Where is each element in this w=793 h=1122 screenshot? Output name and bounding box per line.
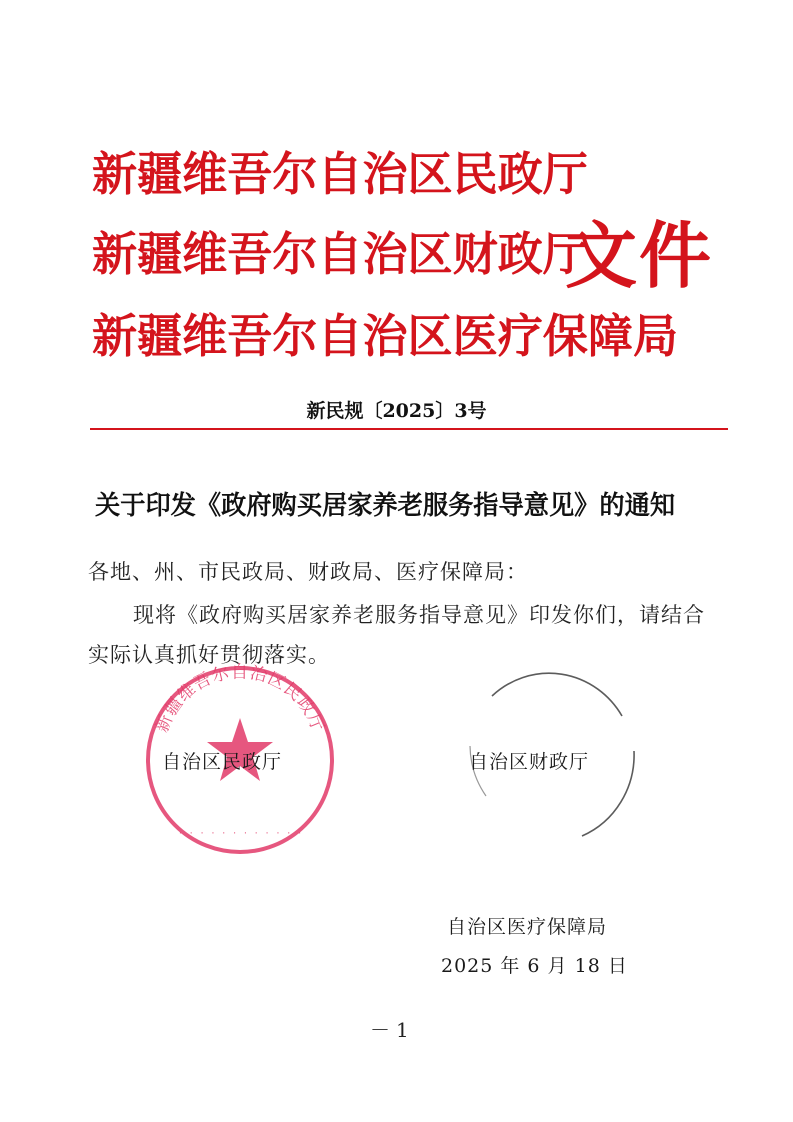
red-divider-line xyxy=(90,428,728,430)
body-paragraph-line-1: 现将《政府购买居家养老服务指导意见》印发你们，请结合 xyxy=(133,603,705,627)
body-paragraph-line-2: 实际认真抓好贯彻落实。 xyxy=(88,643,330,667)
signature-finance: 自治区财政厅 xyxy=(469,751,590,773)
issuer-medical-security: 新疆维吾尔自治区医疗保障局 xyxy=(92,309,679,363)
issuer-finance: 新疆维吾尔自治区财政厅 xyxy=(92,227,588,281)
document-type-label: 文件 xyxy=(565,214,714,298)
signature-date: 2025 年 6 月 18 日 xyxy=(441,955,628,977)
signature-civil-affairs: 自治区民政厅 xyxy=(162,751,283,773)
svg-text:· · · · · · · · · · · ·: · · · · · · · · · · · · xyxy=(177,829,303,839)
seal-text: 新疆维吾尔自治区民政厅 xyxy=(152,662,328,736)
signature-medical-security: 自治区医疗保障局 xyxy=(447,916,608,938)
issuer-civil-affairs: 新疆维吾尔自治区民政厅 xyxy=(92,147,588,201)
document-number: 新民规〔2025〕3号 xyxy=(306,400,487,422)
document-title: 关于印发《政府购买居家养老服务指导意见》的通知 xyxy=(95,491,676,521)
page-number: －1 xyxy=(370,1018,415,1042)
addressee-line: 各地、州、市民政局、财政局、医疗保障局： xyxy=(88,560,528,584)
